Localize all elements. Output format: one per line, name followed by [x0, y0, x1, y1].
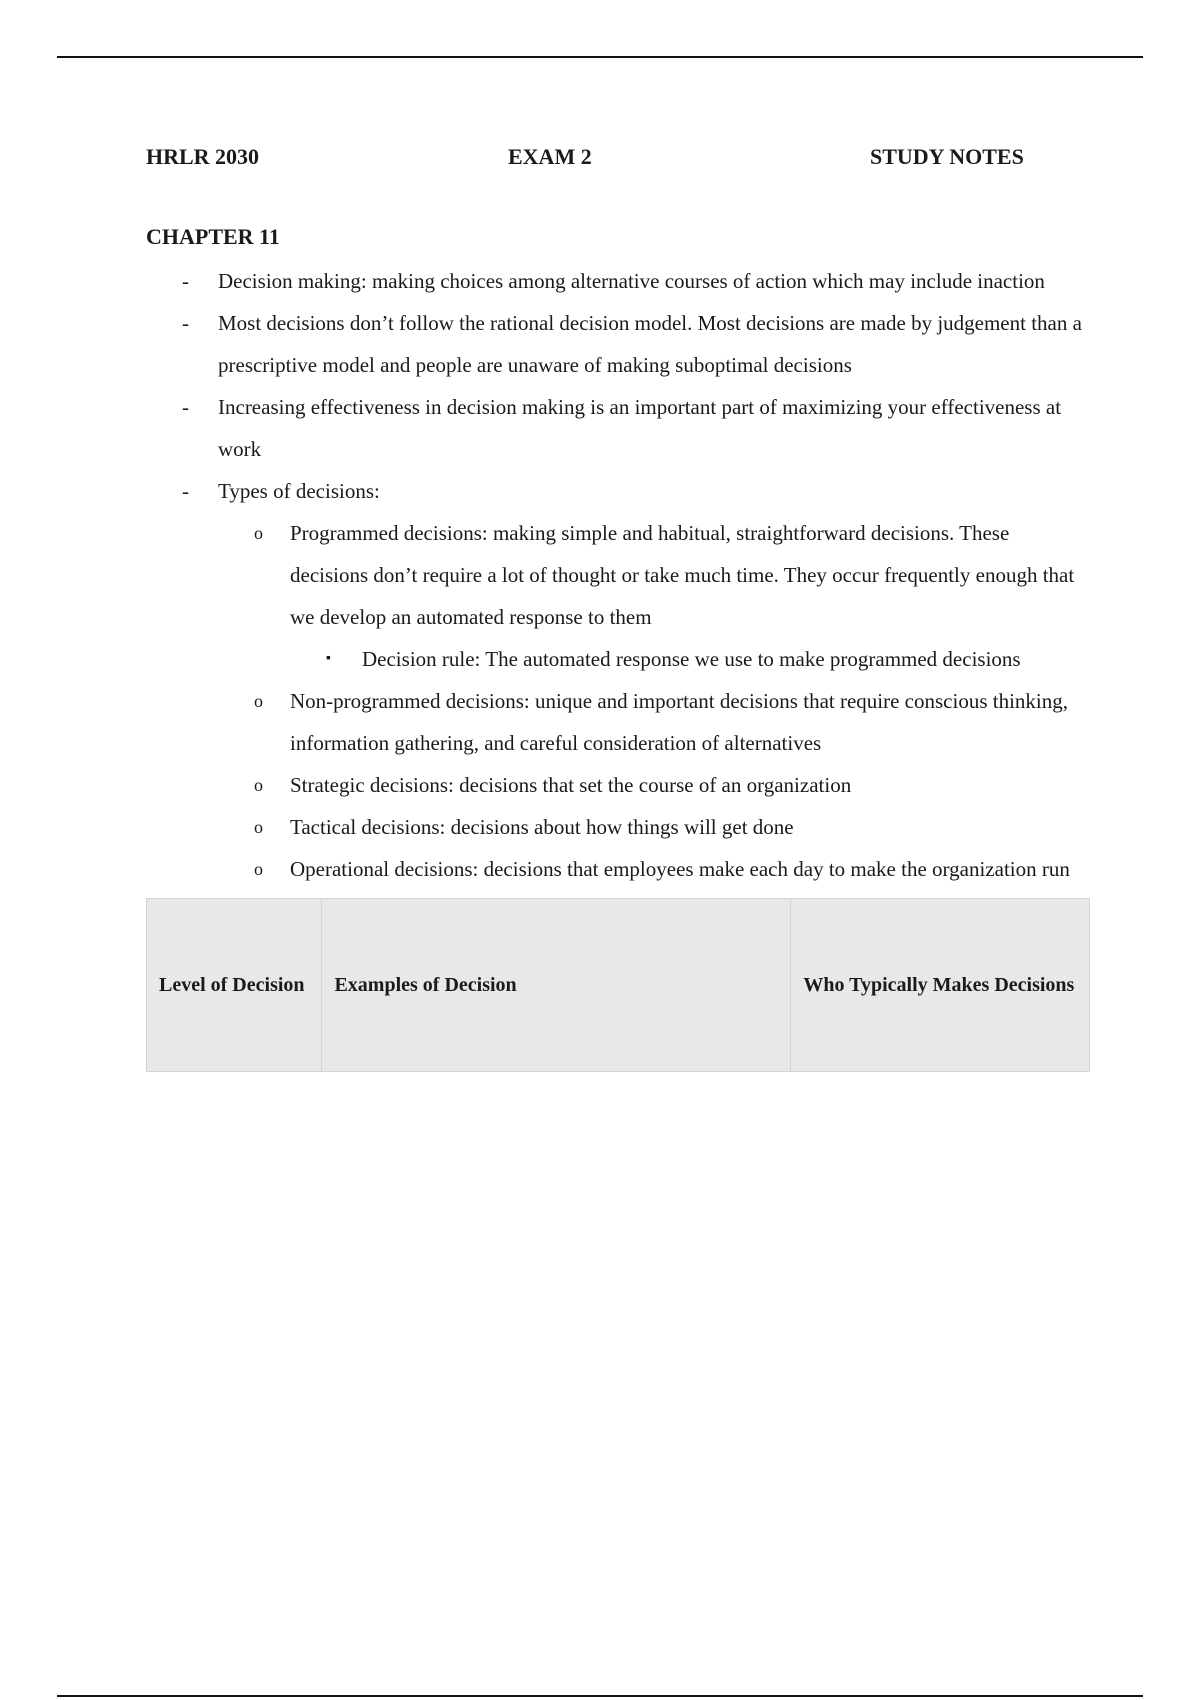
circle-bullet-icon: o [254, 691, 263, 711]
document-header [146, 140, 1090, 180]
list-item-text: Programmed decisions: making simple and habitual, straightforward decisions. These decisions don’t require a lot of thought or take much time. They occur frequently enough that we develop an automated response to them [290, 521, 1075, 629]
bottom-rule [57, 1695, 1143, 1697]
list-item [218, 512, 1090, 680]
decision-types-list [218, 512, 1090, 890]
list-item-text: Most decisions don’t follow the rational decision model. Most decisions are made by judgement than a prescriptive model and people are unaware of making suboptimal decisions [218, 311, 1082, 377]
table-header-who: Who Typically Makes Decisions [791, 899, 1090, 1072]
list-item [146, 470, 1090, 890]
list-item [218, 806, 1090, 848]
dash-marker: - [182, 479, 189, 503]
list-item-text: Increasing effectiveness in decision making is an important part of maximizing your effectiveness at work [218, 395, 1062, 461]
list-item [218, 680, 1090, 764]
dash-marker: - [182, 269, 189, 293]
circle-bullet-icon: o [254, 523, 263, 543]
list-item-text: Tactical decisions: decisions about how things will get done [290, 815, 794, 839]
circle-bullet-icon: o [254, 859, 263, 879]
bullet-list [146, 260, 1090, 890]
list-item-text: Operational decisions: decisions that employees make each day to make the organization run [290, 857, 1070, 881]
circle-bullet-icon: o [254, 775, 263, 795]
list-item [290, 638, 1090, 680]
dash-marker: - [182, 395, 189, 419]
list-item-text: Non-programmed decisions: unique and important decisions that require conscious thinking, information gathering, and careful consideration of alternatives [290, 689, 1069, 755]
decision-levels-table-wrapper [146, 898, 1090, 1072]
list-item-text: Types of decisions: [218, 479, 380, 503]
list-item-text: Decision rule: The automated response we use to make programmed decisions [362, 647, 1021, 671]
list-item [146, 386, 1090, 470]
decision-levels-table [146, 898, 1090, 1072]
table-header-level: Level of Decision [147, 899, 322, 1072]
square-bullet-icon: ▪ [326, 651, 331, 666]
list-item [218, 764, 1090, 806]
document-page [146, 140, 1090, 1072]
top-rule [57, 56, 1143, 58]
list-item-text: Strategic decisions: decisions that set the course of an organization [290, 773, 852, 797]
table-header-row [147, 899, 1090, 1072]
list-item [218, 848, 1090, 890]
course-code: HRLR 2030 [146, 144, 260, 169]
dash-marker: - [182, 311, 189, 335]
chapter-heading: CHAPTER 11 [146, 224, 280, 249]
decision-subtypes-list [290, 638, 1090, 680]
list-item-text: Decision making: making choices among alternative courses of action which may include inaction [218, 269, 1045, 293]
circle-bullet-icon: o [254, 817, 263, 837]
table-header-examples: Examples of Decision [322, 899, 791, 1072]
list-item [146, 260, 1090, 302]
notes-title: STUDY NOTES [870, 144, 1024, 169]
list-item [146, 302, 1090, 386]
exam-label: EXAM 2 [508, 144, 592, 169]
